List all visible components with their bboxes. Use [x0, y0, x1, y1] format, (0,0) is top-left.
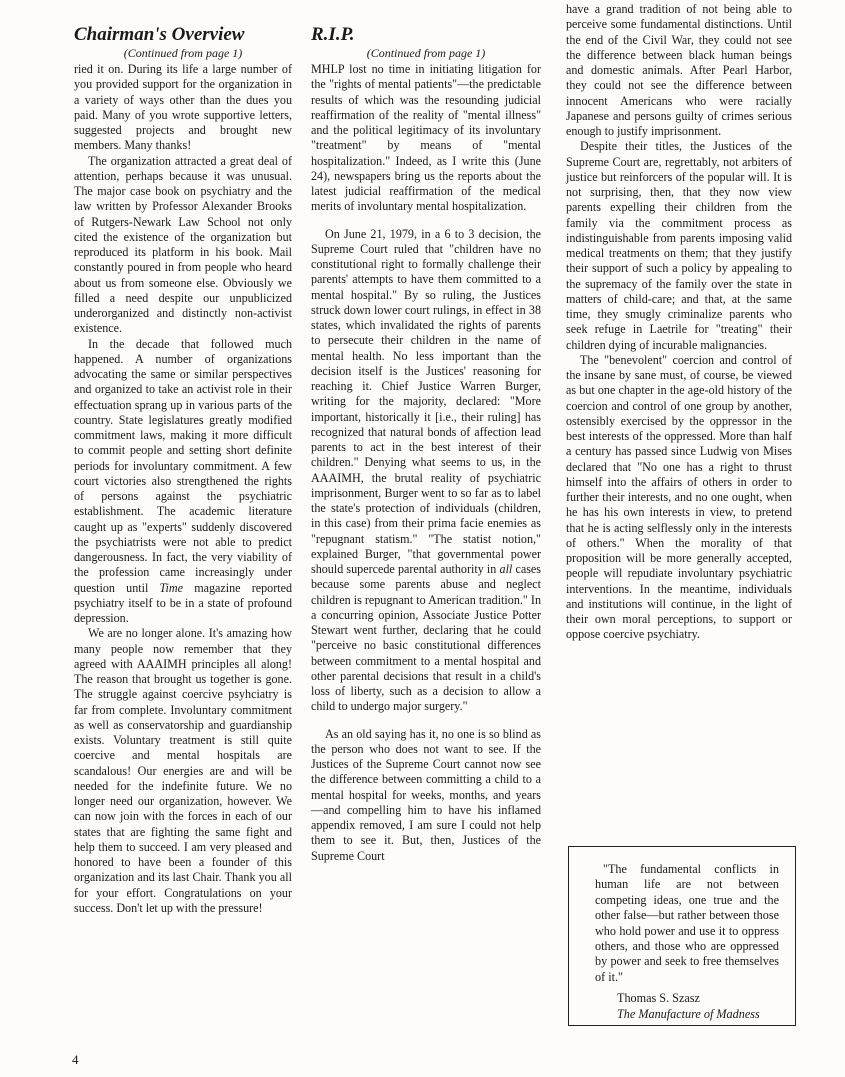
continued-note: (Continued from page 1)	[123, 46, 243, 60]
page-number: 4	[72, 1052, 79, 1067]
quote-author: Thomas S. Szasz	[617, 991, 700, 1006]
quote-text: "The fundamental conflicts in human life are not between competing ideas, one true and the other false—but rather between those who hold power and use it to oppress others, and those who are oppressed by power and seek to free themselves of it."	[595, 862, 779, 984]
paragraph	[74, 337, 292, 627]
article-title: Chairman's Overview	[74, 24, 245, 45]
quote-source: The Manufacture of Madness	[617, 1006, 760, 1021]
paragraph-text: In the decade that followed much happened. A number of organizations advocating the same or similar perspectives and organized to take an activist role in their effectuation sprang up in various parts of the country. State legislatures greatly modified commitment laws, making it more difficult to commit people and setting short definite periods for involuntary commitment. A few court victories also strengthened the rights of persons against the psychiatric establishment. The academic literature caught up as "experts" suddenly discovered the psychiatrists were not able to predict dangerousness. In fact, the very viability of the profession came increasingly under question until	[74, 336, 292, 595]
paragraph: As an old saying has it, no one is so blind as the person who does not want to see. If the Justices of the Supreme Court cannot now see the difference between committing a child to a mental hospital for weeks, months, and years—and compelling him to have his inflamed appendix removed, I am sure I could not help them to see it. But, then, Justices of the Supreme Court	[311, 726, 541, 863]
chairmans-overview-column	[74, 24, 292, 916]
pull-quote-box	[568, 846, 796, 1026]
paragraph: Despite their titles, the Justices of the Supreme Court are, regrettably, not arbiters of justice but reinforcers of the popular will. It is not surprising, then, that they now view parents expelling their children from the family via the commitment process as indistinguishable from parents imposing valid medical treatments on them; that they justify their support of such a policy by appealing to the supremacy of the family over the state in matters of child-care; and that, at the same time, they smugly criminalize parents who seek refuge in Laetrile for "treating" their children dying of incurable malignancies.	[566, 139, 792, 352]
article-title: R.I.P.	[311, 24, 355, 45]
paragraph: have a grand tradition of not being able to perceive some fundamental distinctions. Until the end of the Civil War, they could not see the difference between black human beings and domestic animals. After Pearl Harbor, they could not see the difference between innocent Americans who were racially Japanese and persons guilty of crimes serious enough to justify imprisonment.	[566, 2, 792, 138]
paragraph: ried it on. During its life a large number of you provided support for the organization in a variety of ways other than the dues you paid. Many of you wrote supportive letters, suggested projects and brought new members. Many thanks!	[74, 62, 292, 153]
magazine-name: Time	[159, 580, 184, 595]
quote-attribution	[595, 991, 779, 1022]
paragraph	[311, 227, 541, 715]
paragraph-text: On June 21, 1979, in a 6 to 3 decision, the Supreme Court ruled that "children have no constitutional right to formally challenge their parents' attempts to have them committed to a mental hospital." By so ruling, the Justices struck down lower court rulings, in effect in 38 states, which invalidated the rights of parents to persecute their children in the name of mental health. No less important than the decision itself is the Justices' reasoning for reaching it. Chief Justice Warren Burger, writing for the majority, declared: "More important, historically it [i.e., their ruling] has recognized that natural bonds of affection lead parents to act in the best interest of their children." Denying what seems to us, in the AAAIMH, the brutal reality of psychiatric imprisonment, Burger went to so far as to label the state's protection of individuals (children, in this case) from their prima facie enemies as "repugnant statism." "The statist notion," explained Burger, "that governmental power should supercede parental authority in	[311, 226, 541, 576]
rip-column	[311, 24, 541, 864]
paragraph: MHLP lost no time in initiating litigation for the "rights of mental patients"—the predictable results of which was the resounding judicial reaffirmation of the reality of "mental illness" and the political legitimacy of its involuntary "treatment" by means of "mental hospitalization." Indeed, as I write this (June 24), newspapers bring us the reports about the latest judicial reaffirmation of the medical merits of involuntary mental hospitalization.	[311, 62, 541, 214]
paragraph-text: magazine reported psychiatry itself to be in a state of profound depression.	[74, 580, 292, 625]
paragraph: The "benevolent" coercion and control of the insane by sane must, of course, be viewed as but one chapter in the age-old history of the coercion and control of one group by another, ostensibly exercised by the oppressor in the best interests of the oppressed. More than half a century has passed since Ludwig von Mises declared that "No one has a right to thrust himself into the affairs of others in order to further their interests, and no one ought, when he has his own interests in view, to pretend that he is acting selflessly only in the interests of others." When the morality of that proposition will be more generally accepted, people will repudiate involuntary psychiatric interventions. In the meantime, individuals and institutions will continue, in the light of their own moral perceptions, to support or oppose coercive psychiatry.	[566, 352, 792, 642]
paragraph-text: cases because some parents abuse and neglect children is repugnant to American tradition." In a concurring opinion, Associate Justice Potter Stewart went further, declaring that he could "perceive no basic constitutional differences between commitment to a mental hospital and other parental decisions that result in a child's loss of liberty, such as a decision to allow a child to undergo major surgery."	[311, 562, 541, 714]
rip-continuation-column	[566, 2, 792, 643]
paragraph: We are no longer alone. It's amazing how many people now remember that they agreed with AAAIMH principles all along! The reason that brought us together is gone. The struggle against coercive psyhciatry is far from complete. Involuntary commitment as well as conservatorship and guardianship exists. Voluntary treatment is still quite coercive and mental hospitals are scandalous! Our energies are and will be needed for the indefinite future. We no longer need our organization, however. We can now join with the forces in each of our states that are fighting the same fight and help them to succeed. I am very pleased and honored to have been a founder of this organization and its last Chair. Thank you all for your effort. Congratulations on your success. Don't let up with the pressure!	[74, 626, 292, 915]
paragraph: The organization attracted a great deal of attention, perhaps because it was unusual. The major case book on psychiatry and the law written by Professor Alexander Brooks of Rutgers-Newark Law School not only cited the existence of the organization but reproduced its platform in his book. Mail constantly poured in from people who heard about us from someone else. Obviously we filled a need despite our unpublicized underorganized and distinctly non-activist existence.	[74, 153, 292, 336]
emphasis: all	[499, 562, 513, 576]
continued-note: (Continued from page 1)	[366, 46, 486, 60]
